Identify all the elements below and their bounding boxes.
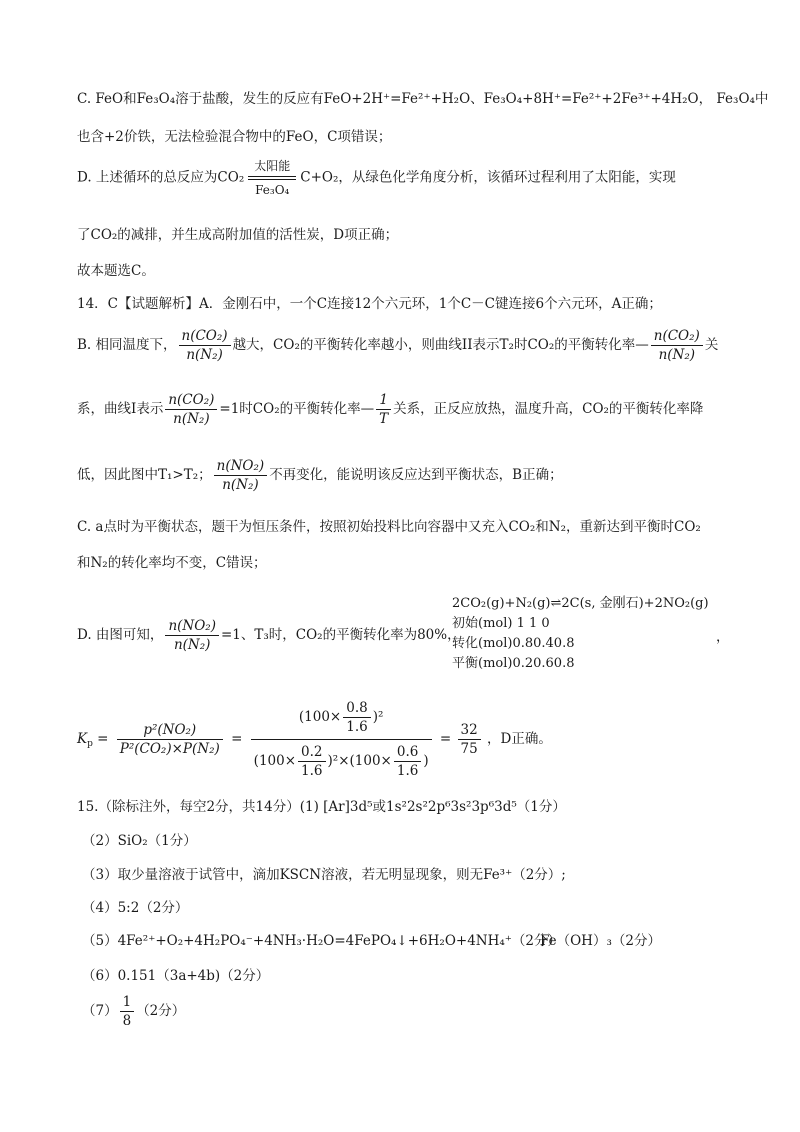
text-fragment: 越大，CO₂的平衡转化率越小，则曲线II表示T₂时CO₂的平衡转化率— xyxy=(232,337,649,353)
fraction-denominator: 75 xyxy=(460,741,478,757)
fraction-numerator: 0.2 xyxy=(298,744,325,762)
text-line: ， xyxy=(716,629,730,645)
text-line xyxy=(77,392,703,427)
fraction-numerator: p²(NO₂) xyxy=(117,722,223,740)
fraction-denominator: n(N₂) xyxy=(173,637,211,653)
fraction-numerator: 32 xyxy=(458,722,481,740)
text-line xyxy=(77,158,676,198)
text-line: （2）SiO₂（1分） xyxy=(82,833,197,849)
table-row: 初始(mol) 1 1 0 xyxy=(452,616,550,631)
fraction-numerator: 0.8 xyxy=(343,700,370,718)
text-line: （3）取少量溶液于试管中，滴加KSCN溶液，若无明显现象，则无Fe³⁺（2分）; xyxy=(82,867,566,883)
text-fragment: 关系，正反应放热，温度升高，CO₂的平衡转化率降 xyxy=(393,401,704,417)
arrow-catalyst: Fe₃O₄ xyxy=(255,183,290,197)
fraction xyxy=(651,328,703,363)
text-fragment: 关 xyxy=(704,337,719,353)
text-fragment: B. 相同温度下， xyxy=(77,337,177,353)
text-fragment: 低，因此图中T₁>T₂； xyxy=(77,467,212,483)
text-line: 15.（除标注外，每空2分，共14分）(1) [Ar]3d⁵或1s²2s²2p⁶3s²3p⁶3d⁵（1分） xyxy=(77,799,566,815)
text-line: C. FeO和Fe₃O₄溶于盐酸，发生的反应有FeO+2H⁺=Fe²⁺+H₂O、Fe₃O₄+8H⁺=Fe²⁺+2Fe³⁺+4H₂O， Fe₃O₄中 xyxy=(77,91,769,107)
fraction xyxy=(120,994,135,1029)
equals-sign: = xyxy=(97,731,109,747)
equals-sign: = xyxy=(439,731,452,747)
text-fragment: 系，曲线I表示 xyxy=(77,401,164,417)
text-line: （6）0.151（3a+4b)（2分） xyxy=(82,968,270,984)
text-fragment: （2分） xyxy=(136,1003,186,1019)
fraction-numerator: n(CO₂) xyxy=(165,392,217,410)
fraction-denominator: 8 xyxy=(122,1013,132,1029)
text-line: Fe（OH）₃（2分） xyxy=(540,933,661,949)
text-line xyxy=(77,618,461,653)
fraction xyxy=(394,744,421,779)
fraction xyxy=(343,700,370,735)
fraction-numerator: n(CO₂) xyxy=(179,328,231,346)
text-line xyxy=(77,328,718,363)
fraction-denominator xyxy=(251,740,432,779)
table-equation: 2CO₂(g)+N₂(g)⇌2C(s, 金刚石)+2NO₂(g) xyxy=(452,596,709,611)
text-line: 故本题选C。 xyxy=(77,263,155,279)
text-fragment: (100× xyxy=(298,709,342,725)
fraction xyxy=(376,392,391,427)
fraction-numerator: 0.6 xyxy=(394,744,421,762)
reaction-arrow xyxy=(248,158,296,198)
kp-symbol: K xyxy=(77,731,88,747)
fraction-denominator: T xyxy=(379,411,389,427)
fraction xyxy=(458,722,481,757)
fraction-denominator: 1.6 xyxy=(346,719,368,735)
text-line: （4）5:2（2分） xyxy=(82,900,189,916)
text-line: （5）4Fe²⁺+O₂+4H₂PO₄⁻+4NH₃·H₂O=4FePO₄↓+6H₂O+4NH₄⁺（2分） xyxy=(82,933,561,949)
arrow-condition: 太阳能 xyxy=(254,159,291,173)
fraction-denominator: n(N₂) xyxy=(186,347,223,363)
text-line xyxy=(77,458,563,493)
fraction-numerator: 1 xyxy=(120,994,135,1012)
kp-subscript: p xyxy=(87,739,93,749)
text-line xyxy=(82,994,185,1029)
text-fragment: )²×(100× xyxy=(327,753,392,769)
fraction xyxy=(214,458,268,493)
text-fragment: D. 上述循环的总反应为CO₂ xyxy=(77,169,245,186)
text-line: 和N₂的转化率均不变，C错误； xyxy=(77,555,267,571)
fraction-denominator: n(N₂) xyxy=(658,347,696,363)
text-fragment: )² xyxy=(372,709,384,725)
fraction xyxy=(179,328,231,363)
kp-value-fraction xyxy=(251,700,432,779)
text-fragment: ) xyxy=(423,753,429,769)
fraction xyxy=(165,392,217,427)
fraction-numerator: n(NO₂) xyxy=(214,458,268,476)
fraction xyxy=(117,722,223,757)
text-line: C. a点时为平衡状态，题干为恒压条件，按照初始投料比向容器中又充入CO₂和N₂，重新达到平衡时CO₂ xyxy=(77,519,701,535)
equals-sign: = xyxy=(231,731,243,747)
fraction xyxy=(298,744,325,779)
fraction-numerator xyxy=(251,700,432,740)
text-line: 也含+2价铁，无法检验混合物中的FeO，C项错误； xyxy=(77,129,392,145)
text-fragment: （7） xyxy=(82,1003,118,1019)
text-fragment: =1、T₃时，CO₂的平衡转化率为80%， xyxy=(220,627,461,643)
kp-equation xyxy=(77,700,552,779)
table-row: 转化(mol)0.80.40.8 xyxy=(452,636,575,651)
text-fragment: D. 由图可知， xyxy=(77,627,164,643)
text-fragment: ，D正确。 xyxy=(487,731,552,747)
fraction-numerator: n(NO₂) xyxy=(165,618,219,636)
fraction-denominator: 1.6 xyxy=(396,763,419,779)
text-fragment: =1时CO₂的平衡转化率— xyxy=(219,401,375,417)
fraction-denominator: n(N₂) xyxy=(222,477,259,493)
table-row: 平衡(mol)0.20.60.8 xyxy=(452,656,575,671)
fraction-numerator: n(CO₂) xyxy=(651,328,703,346)
equilibrium-table xyxy=(452,594,709,674)
text-line: 了CO₂的减排，并生成高附加值的活性炭，D项正确； xyxy=(77,227,399,243)
text-fragment: C+O₂，从绿色化学角度分析，该循环过程利用了太阳能，实现 xyxy=(300,169,676,186)
text-fragment: 不再变化，能说明该反应达到平衡状态，B正确； xyxy=(269,467,563,483)
text-line: 14．C【试题解析】A．金刚石中，一个C连接12个六元环，1个C－C键连接6个六元环，A正确； xyxy=(77,296,662,312)
fraction xyxy=(165,618,219,653)
fraction-denominator: n(N₂) xyxy=(173,411,210,427)
fraction-denominator: P²(CO₂)×P(N₂) xyxy=(119,741,220,757)
fraction-numerator: 1 xyxy=(376,392,391,410)
text-fragment: (100× xyxy=(253,753,297,769)
fraction-denominator: 1.6 xyxy=(301,763,323,779)
